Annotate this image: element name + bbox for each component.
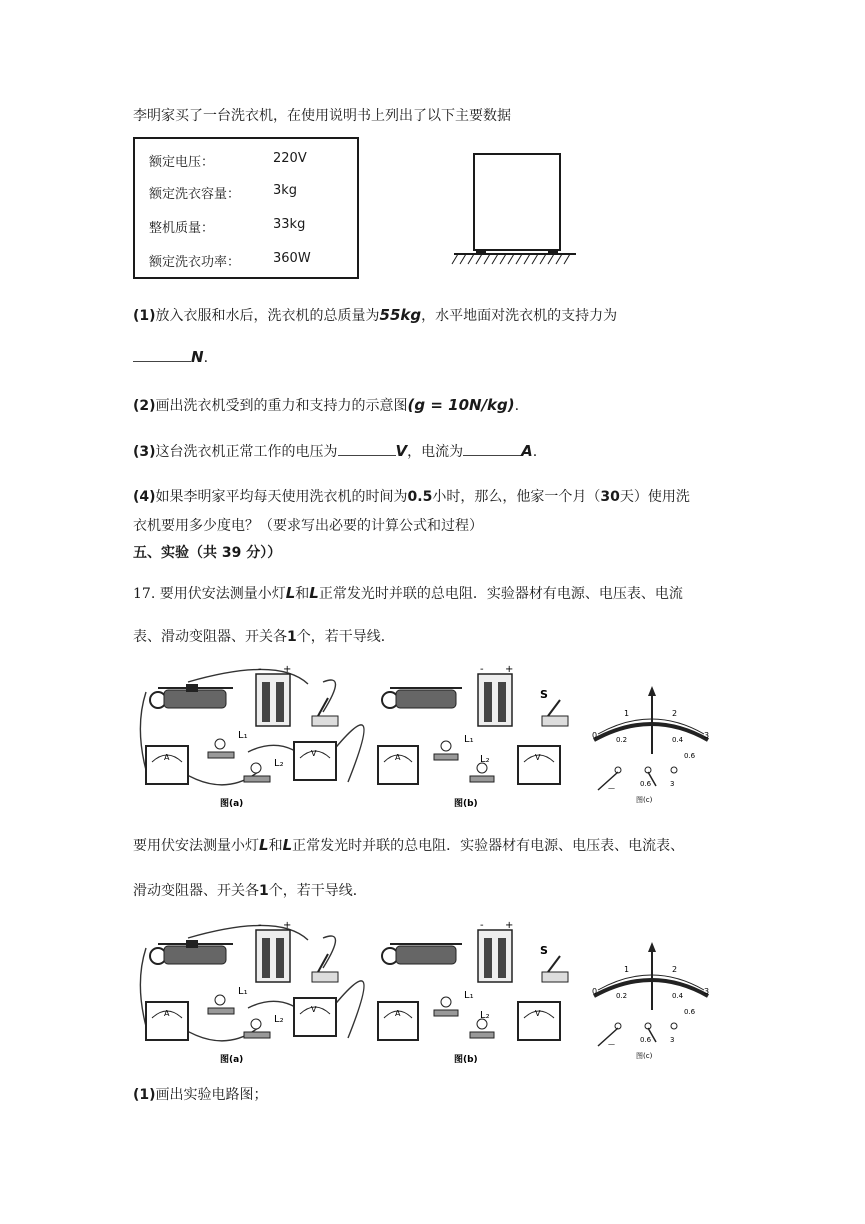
circuit-figure-1 (128, 662, 718, 812)
bulb-label-L2-b: L₂ (480, 754, 490, 765)
q1-mass: 55kg (379, 306, 422, 324)
q4-number: (4) (133, 489, 156, 505)
caption-b-2: 图(b) (454, 1055, 478, 1065)
terminal-06: 0.6 (640, 780, 652, 788)
spec-label-mass: 整机质量： (149, 221, 215, 236)
bulb-label-L2-b-2: L₂ (480, 1010, 490, 1021)
terminal-06-2: 0.6 (640, 1036, 652, 1044)
dial-bottom-2: 0.4 (672, 736, 684, 744)
q17-line2-a: 表、滑动变阻器、开关各 (133, 629, 287, 645)
question-4 (133, 488, 690, 506)
q-last-number: (1) (133, 1087, 156, 1103)
repeat-line-2 (133, 882, 367, 900)
q3-voltage-blank[interactable] (338, 443, 396, 456)
q17-he: 和 (295, 586, 310, 602)
q4-text-b: 小时，那么，他家一个月（ (432, 489, 601, 505)
dial-top-2: 2 (672, 709, 678, 718)
spec-value-mass: 33kg (273, 217, 306, 232)
battery-minus-b: - (480, 664, 484, 675)
battery-minus-a: - (258, 664, 262, 675)
q4-line-2: 衣机要用多少度电？（要求写出必要的计算公式和过程） (133, 518, 483, 534)
q1-unit: N (191, 348, 204, 366)
caption-c-2: 图(c) (636, 1052, 653, 1060)
repeat-line2-a: 滑动变阻器、开关各 (133, 883, 259, 899)
dial-top-1: 1 (624, 709, 630, 718)
q2-formula: (g = 10N/kg) (407, 396, 515, 414)
spec-label-power: 额定洗衣功率： (149, 255, 241, 270)
dial-top-3: 3 (704, 731, 710, 740)
dial-bottom-3-2: 0.6 (684, 1008, 696, 1016)
q17-L2: L (309, 584, 319, 602)
q3-end: . (532, 444, 538, 460)
spec-label-capacity: 额定洗衣容量： (149, 187, 241, 202)
voltmeter-label-a-2: V (311, 1005, 317, 1014)
q4-days: 30 (600, 489, 620, 505)
q1-number: (1) (133, 308, 156, 324)
repeat-one: 1 (259, 883, 269, 899)
q2-text: 画出洗衣机受到的重力和支持力的示意图 (155, 398, 408, 414)
q1-blank[interactable] (133, 349, 191, 362)
spec-label-voltage: 额定电压： (149, 155, 215, 170)
battery-plus-a-2: + (283, 920, 292, 931)
ammeter-label-b-2: A (395, 1009, 401, 1018)
battery-minus-a-2: - (258, 920, 262, 931)
circuit-figure-2 (128, 918, 718, 1068)
q1-text-b: ，水平地面对洗衣机的支持力为 (421, 308, 618, 324)
caption-c-1: 图(c) (636, 796, 653, 804)
q3-number: (3) (133, 444, 156, 460)
q-last-text: 画出实验电路图； (155, 1087, 268, 1103)
washer-diagram (450, 150, 580, 270)
q4-text-a: 如果李明家平均每天使用洗衣机的时间为 (155, 489, 408, 505)
ammeter-label-b: A (395, 753, 401, 762)
spec-value-capacity: 3kg (273, 183, 298, 198)
spec-value-voltage: 220V (273, 151, 307, 166)
q17-one: 1 (287, 629, 297, 645)
switch-label-b-2: S (540, 944, 548, 957)
dial-top-0-2: 0 (592, 987, 598, 996)
battery-plus-b-2: + (505, 920, 514, 931)
terminal-minus-2: — (608, 1040, 615, 1048)
terminal-minus: — (608, 784, 615, 792)
question-1 (133, 306, 617, 325)
repeat-line-1 (133, 836, 684, 855)
repeat-line1-b: 正常发光时并联的总电阻．实验器材有电源、电压表、电流表、 (292, 838, 685, 854)
bulb-label-L1-a-2: L₁ (238, 986, 248, 997)
dial-top-0: 0 (592, 731, 598, 740)
q17-line2-b: 个，若干导线． (296, 629, 395, 645)
q17-L1: L (285, 584, 296, 602)
q3-unit-v: V (395, 442, 408, 460)
voltmeter-label-b: V (535, 753, 541, 762)
terminal-3: 3 (670, 780, 675, 788)
repeat-he: 和 (268, 838, 283, 854)
question-3 (133, 442, 537, 461)
q4-hours: 0.5 (407, 489, 433, 505)
q3-current-blank[interactable] (463, 443, 521, 456)
battery-minus-b-2: - (480, 920, 484, 931)
question-2 (133, 396, 519, 415)
bulb-label-L2-a-2: L₂ (274, 1014, 284, 1025)
question-17-line-2 (133, 628, 395, 646)
question-17-line-1 (133, 584, 683, 603)
repeat-line1-a: 要用伏安法测量小灯 (133, 838, 259, 854)
battery-plus-a: + (283, 664, 292, 675)
q1-answer-line (133, 348, 208, 367)
repeat-line2-b: 个，若干导线． (268, 883, 367, 899)
q3-text-b: ，电流为 (407, 444, 464, 460)
dial-top-2-2: 2 (672, 965, 678, 974)
spec-value-power: 360W (273, 251, 311, 266)
dial-bottom-3: 0.6 (684, 752, 696, 760)
q1-text-a: 放入衣服和水后，洗衣机的总质量为 (155, 308, 380, 324)
terminal-3-2: 3 (670, 1036, 675, 1044)
dial-top-1-2: 1 (624, 965, 630, 974)
switch-label-b: S (540, 688, 548, 701)
dial-top-3-2: 3 (704, 987, 710, 996)
q3-unit-a: A (521, 442, 533, 460)
q17-rest: 正常发光时并联的总电阻．实验器材有电源、电压表、电流 (318, 586, 683, 602)
intro-text: 李明家买了一台洗衣机，在使用说明书上列出了以下主要数据 (133, 108, 511, 124)
q1-end: . (203, 350, 209, 366)
bulb-label-L1-b: L₁ (464, 734, 474, 745)
q4-text-c: 天）使用洗 (619, 489, 690, 505)
caption-b-1: 图(b) (454, 799, 478, 809)
spec-table (133, 137, 359, 279)
question-last (133, 1086, 268, 1104)
repeat-L1: L (259, 836, 269, 854)
dial-bottom-2-2: 0.4 (672, 992, 684, 1000)
voltmeter-label-a: V (311, 749, 317, 758)
experiment-figure-1 (128, 662, 718, 812)
q3-text-a: 这台洗衣机正常工作的电压为 (155, 444, 338, 460)
caption-a-1: 图(a) (220, 799, 244, 809)
ammeter-label-a-2: A (164, 1009, 170, 1018)
bulb-label-L1-a: L₁ (238, 730, 248, 741)
bulb-label-L2-a: L₂ (274, 758, 284, 769)
ammeter-label-a: A (164, 753, 170, 762)
experiment-figure-2 (128, 918, 718, 1068)
q2-end: . (514, 398, 520, 414)
battery-plus-b: + (505, 664, 514, 675)
voltmeter-label-b-2: V (535, 1009, 541, 1018)
section-heading: 五、实验（共 39 分）） (133, 545, 282, 561)
repeat-L2: L (282, 836, 293, 854)
caption-a-2: 图(a) (220, 1055, 244, 1065)
dial-bottom-1-2: 0.2 (616, 992, 628, 1000)
bulb-label-L1-b-2: L₁ (464, 990, 474, 1001)
dial-bottom-1: 0.2 (616, 736, 628, 744)
q2-number: (2) (133, 398, 156, 414)
q17-prefix: 17. 要用伏安法测量小灯 (133, 586, 286, 602)
